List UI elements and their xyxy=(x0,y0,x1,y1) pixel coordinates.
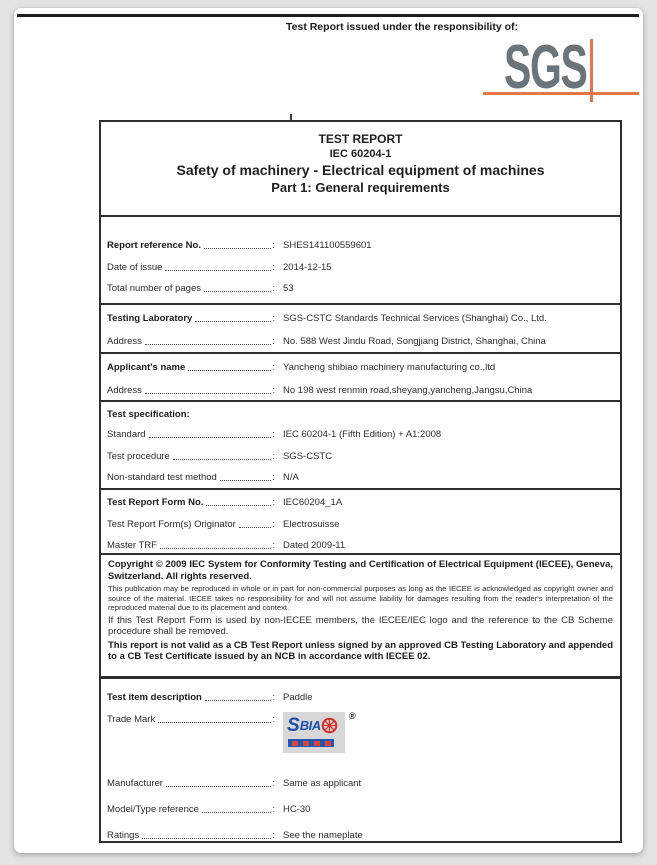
field-value: Electrosuisse xyxy=(283,518,340,530)
dotted-leader xyxy=(165,270,271,271)
trademark-logo xyxy=(283,712,363,758)
colon: : xyxy=(272,261,275,273)
sbia-letters-bia: BIA xyxy=(299,718,321,733)
dotted-leader xyxy=(166,786,271,787)
field-label-text: Test Report Form(s) Originator xyxy=(107,518,236,530)
copyright-validity-note: This report is not valid as a CB Test Report unless signed by an approved CB Testing Laboratory and appended to a CB Test Certificate issued by an NCB in accordance with IECEE 02. xyxy=(108,639,613,663)
colon: : xyxy=(272,385,275,396)
field-label xyxy=(101,830,275,841)
registered-trademark-symbol: ® xyxy=(349,711,356,721)
field-row-master-trf xyxy=(101,535,620,553)
field-label-text: Date of issue xyxy=(107,261,163,273)
field-label-text: Test Report Form No. xyxy=(107,497,204,509)
field-row-ratings xyxy=(101,822,620,841)
dotted-leader xyxy=(220,480,272,481)
field-row-form-no xyxy=(101,492,620,514)
field-value xyxy=(275,710,620,758)
field-row-lab-address xyxy=(101,330,620,352)
title-line-3: Safety of machinery - Electrical equipment of machines xyxy=(176,162,545,178)
field-label xyxy=(101,385,275,396)
field-value: SGS-CSTC xyxy=(283,450,333,462)
field-value: IEC 60204-1 (Fifth Edition) + A1:2008 xyxy=(283,429,442,441)
dotted-leader xyxy=(160,548,271,549)
field-value: HC-30 xyxy=(283,803,311,815)
field-label xyxy=(101,313,275,324)
field-label xyxy=(101,778,275,789)
section-test-item xyxy=(101,676,620,841)
field-row-trade-mark xyxy=(101,710,620,770)
dotted-leader xyxy=(149,437,272,438)
dotted-leader xyxy=(145,344,272,345)
paddle-wheel-icon xyxy=(321,717,338,734)
issued-under-note: Test Report issued under the responsibility of: xyxy=(286,21,518,33)
colon: : xyxy=(272,803,275,815)
section-report-form xyxy=(101,488,620,553)
dotted-leader xyxy=(142,838,271,839)
dotted-leader xyxy=(206,505,271,506)
dotted-leader xyxy=(205,700,272,701)
field-row-date-of-issue xyxy=(101,257,620,279)
field-row-total-pages xyxy=(101,278,620,300)
colon: : xyxy=(272,283,275,295)
colon: : xyxy=(272,497,275,509)
colon: : xyxy=(272,313,275,324)
field-value: No 198 west renmin road,sheyang,yancheng,Jangsu,China xyxy=(283,385,533,396)
field-label-text: Total number of pages xyxy=(107,283,202,295)
field-row-standard xyxy=(101,424,620,446)
colon: : xyxy=(272,336,275,347)
field-value: SGS-CSTC Standards Technical Services (Shanghai) Co., Ltd. xyxy=(283,313,547,324)
field-row-testing-laboratory xyxy=(101,307,620,330)
trademark-chinese-characters xyxy=(288,739,334,747)
field-value: 2014-12-15 xyxy=(283,261,332,273)
character-block xyxy=(292,741,298,746)
sbia-logo-box xyxy=(283,712,345,753)
colon: : xyxy=(272,240,275,252)
field-row-form-originator xyxy=(101,514,620,536)
field-row-test-item-description xyxy=(101,684,620,710)
field-label-text: Non-standard test method xyxy=(107,472,217,484)
field-value: Yancheng shibiao machinery manufacturing co.,ltd xyxy=(283,362,496,373)
field-value: 53 xyxy=(283,283,294,295)
field-label-text: Report reference No. xyxy=(107,240,201,252)
report-table xyxy=(99,120,622,843)
section-copyright xyxy=(101,553,620,676)
dotted-leader xyxy=(239,527,272,528)
field-label xyxy=(101,804,275,815)
sgs-logo-vertical-line xyxy=(590,39,593,102)
title-line-2: IEC 60204-1 xyxy=(329,148,392,160)
colon: : xyxy=(272,362,275,373)
field-label-text: Trade Mark xyxy=(107,714,156,725)
colon: : xyxy=(272,429,275,441)
field-value: Dated 2009-11 xyxy=(283,540,346,552)
scan-tick-mark xyxy=(290,676,292,677)
field-label-text: Master TRF xyxy=(107,540,157,552)
dotted-leader xyxy=(195,321,271,322)
colon: : xyxy=(272,540,275,552)
field-value: IEC60204_1A xyxy=(283,497,343,509)
copyright-statement: Copyright © 2009 IEC System for Conformity Testing and Certification of Electrical Equipment (IECEE), Geneva, Switzerland. All rights reserved. xyxy=(108,559,613,582)
field-label-text: Manufacturer xyxy=(107,777,163,789)
dotted-leader xyxy=(173,459,272,460)
character-block xyxy=(325,741,331,746)
copyright-non-iecee-note: If this Test Report Form is used by non-IECEE members, the IECEE/IEC logo and the reference to the CB Scheme procedure shall be removed. xyxy=(108,614,613,638)
dotted-leader xyxy=(204,291,271,292)
test-specification-heading: Test specification: xyxy=(107,408,190,420)
field-value: No. 588 West Jindu Road, Songjiang District, Shanghai, China xyxy=(283,336,546,347)
field-value: SHES141100559601 xyxy=(283,240,372,252)
field-label-text: Ratings xyxy=(107,829,140,841)
dotted-leader xyxy=(158,722,271,723)
colon: : xyxy=(272,714,275,725)
field-label xyxy=(101,451,275,462)
field-label-text: Test procedure xyxy=(107,450,170,462)
field-row-manufacturer xyxy=(101,770,620,796)
colon: : xyxy=(272,472,275,484)
colon: : xyxy=(272,691,275,703)
field-label-text: Applicant's name xyxy=(107,362,186,373)
copyright-fine-print: This publication may be reproduced in whole or in part for non-commercial purposes as long as the IECEE is acknowledged as copyright owner and source of the material. IECEE takes no responsibility for and will not assume liability for damages resulting from the reader's interpretation of the reproduced material due to its placement and context. xyxy=(108,584,613,613)
dotted-leader xyxy=(202,812,271,813)
field-row-report-reference xyxy=(101,235,620,257)
field-label-text: Address xyxy=(107,385,142,396)
field-row-test-procedure xyxy=(101,446,620,468)
title-block xyxy=(101,122,620,215)
field-label xyxy=(101,714,275,725)
field-label xyxy=(101,283,275,294)
section-applicant xyxy=(101,352,620,400)
field-label-text: Model/Type reference xyxy=(107,803,199,815)
scan-tick-mark xyxy=(290,114,292,120)
field-value: See the nameplate xyxy=(283,829,363,841)
field-label xyxy=(101,362,275,373)
field-label-text: Testing Laboratory xyxy=(107,313,193,324)
colon: : xyxy=(272,450,275,462)
field-label xyxy=(101,472,275,483)
section-report-info xyxy=(101,215,620,303)
title-line-4: Part 1: General requirements xyxy=(271,180,450,195)
field-row-model-type xyxy=(101,796,620,822)
field-value: Same as applicant xyxy=(283,777,362,789)
field-label-text: Standard xyxy=(107,429,146,441)
field-label xyxy=(101,692,275,703)
field-row-applicant-address xyxy=(101,379,620,400)
colon: : xyxy=(272,518,275,530)
field-row-non-standard-method xyxy=(101,467,620,488)
field-label xyxy=(101,262,275,273)
field-label xyxy=(101,240,275,251)
section-testing-laboratory xyxy=(101,303,620,352)
colon: : xyxy=(272,829,275,841)
field-label xyxy=(101,336,275,347)
character-block xyxy=(314,741,320,746)
sbia-brand-line xyxy=(287,717,338,734)
field-label xyxy=(101,497,275,508)
field-label xyxy=(101,429,275,440)
character-block xyxy=(303,741,309,746)
sgs-logo-text: SGS xyxy=(504,33,587,102)
field-label-text: Test item description xyxy=(107,691,202,703)
section-test-specification xyxy=(101,400,620,488)
dotted-leader xyxy=(145,393,272,394)
sgs-logo xyxy=(14,8,643,118)
dotted-leader xyxy=(204,248,271,249)
field-label-text: Address xyxy=(107,336,142,347)
field-row-applicant-name xyxy=(101,356,620,379)
field-value: N/A xyxy=(283,472,299,484)
title-line-1: TEST REPORT xyxy=(318,132,403,146)
field-label xyxy=(101,519,275,530)
dotted-leader xyxy=(188,370,271,371)
field-label xyxy=(101,540,275,551)
report-page xyxy=(14,8,643,853)
field-value: Paddle xyxy=(283,691,313,703)
colon: : xyxy=(272,777,275,789)
sbia-letter-s: S xyxy=(287,715,300,736)
